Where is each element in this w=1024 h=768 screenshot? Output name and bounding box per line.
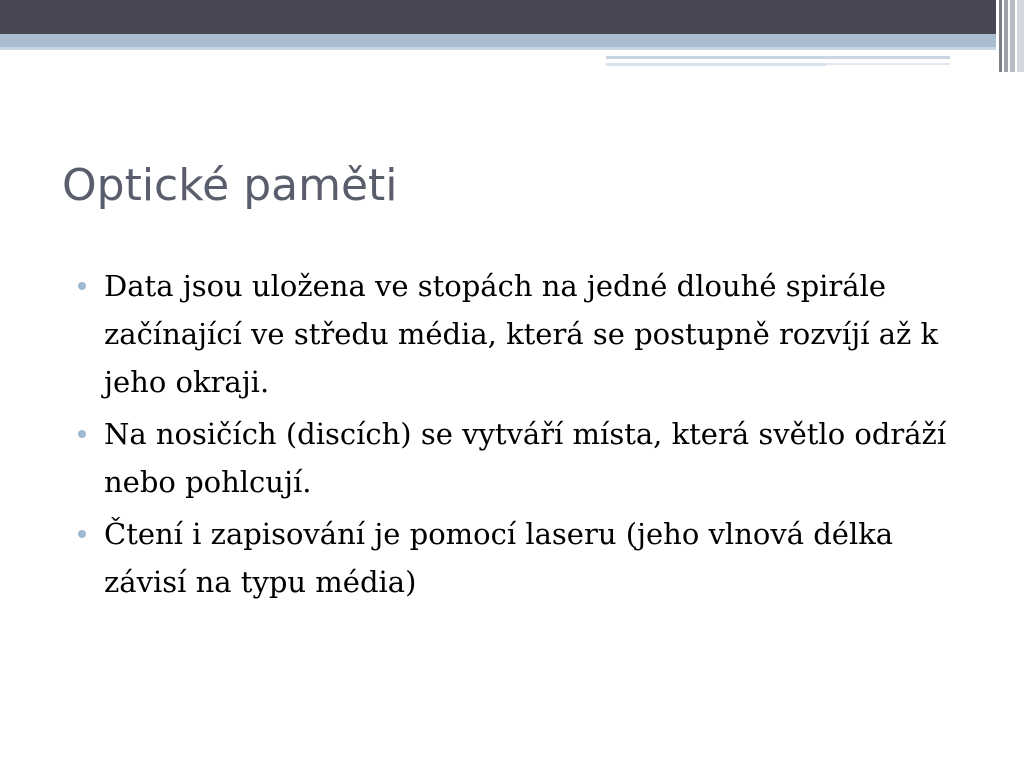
bullet-text: Čtení i zapisování je pomocí laseru (jeho vlnová délka závisí na typu média): [104, 517, 894, 599]
header-thin-line: [606, 56, 950, 59]
bullet-item: [74, 262, 974, 406]
bullet-marker: [78, 282, 86, 290]
bullet-list: [74, 262, 974, 610]
bullet-marker: [78, 430, 86, 438]
header-thin-line: [826, 63, 950, 65]
header-light-band-lower: [0, 47, 1000, 50]
header-corner-stripes: [996, 0, 1024, 72]
bullet-marker: [78, 530, 86, 538]
header-thin-line: [606, 63, 826, 66]
header-dark-band: [0, 0, 1024, 34]
bullet-item: [74, 410, 974, 506]
bullet-text: Na nosičích (discích) se vytváří místa, která světlo odráží nebo pohlcují.: [104, 417, 947, 499]
bullet-item: [74, 510, 974, 606]
bullet-text: Data jsou uložena ve stopách na jedné dlouhé spirále začínající ve středu média, která se postupně rozvíjí až k jeho okraji.: [104, 269, 939, 399]
slide-title: Optické paměti: [62, 160, 398, 211]
header-light-band: [0, 34, 1024, 47]
